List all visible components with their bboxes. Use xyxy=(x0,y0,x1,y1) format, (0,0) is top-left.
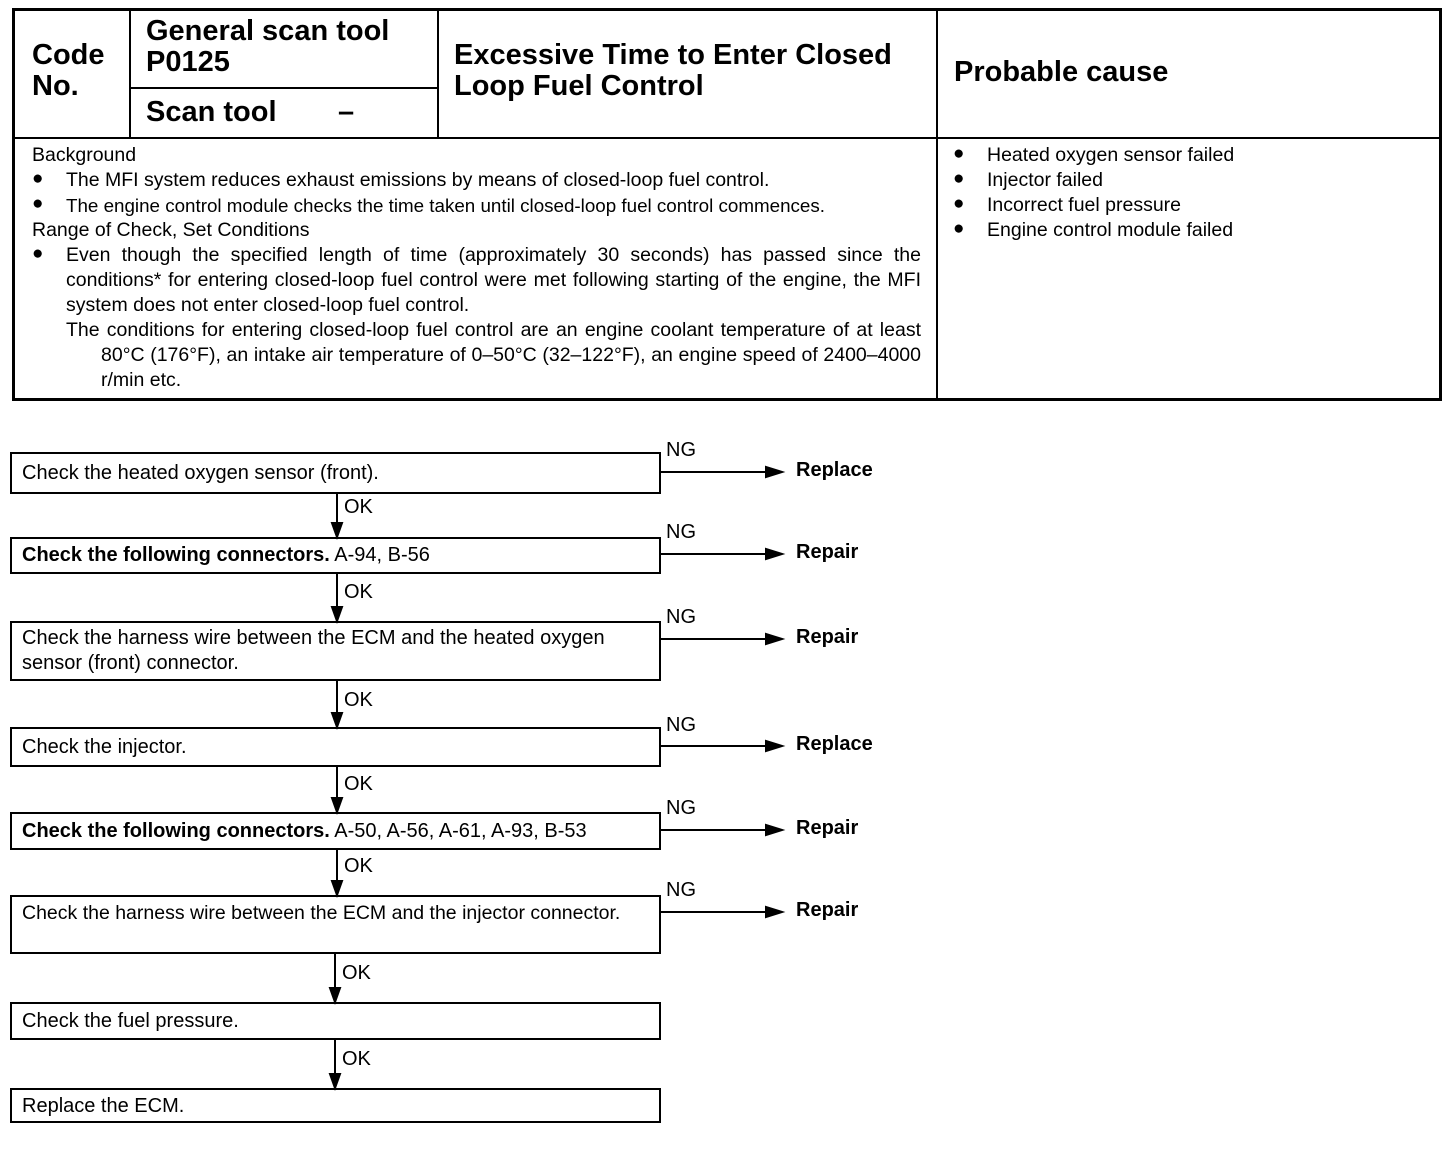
background-item: The MFI system reduces exhaust emissions by means of closed-loop fuel control. xyxy=(66,169,770,191)
general-scan-tool-code: General scan tool P0125 xyxy=(146,15,390,78)
range-item: Even though the specified length of time (approximately 30 seconds) has passed since the conditions* for entering closed-loop fuel control were met following starting of the engine, the MFI system does not enter closed-loop fuel control. xyxy=(66,244,921,316)
conditions-note: The conditions for entering closed-loop fuel control are an engine coolant temperature of at least 80°C (176°F), an intake air temperature of 0–50°C (32–122°F), an engine speed of 2400–4000 r/min etc. xyxy=(66,319,921,391)
ng-result: Replace xyxy=(796,733,873,755)
bullet-icon: ● xyxy=(953,218,965,239)
ng-arrow-head xyxy=(766,549,782,559)
code-label: Code No. xyxy=(32,39,105,102)
ok-arrow-head xyxy=(332,607,342,621)
scan-tool-value: – xyxy=(338,96,355,128)
step-bold-text: Check the following connectors. xyxy=(22,544,330,566)
flow-step xyxy=(10,812,661,850)
ok-arrow-head xyxy=(332,523,342,537)
ok-label: OK xyxy=(344,581,373,603)
step-text: A-94, B-56 xyxy=(329,544,430,566)
cause-item: Injector failed xyxy=(987,169,1103,191)
ok-label: OK xyxy=(344,773,373,795)
ng-result: Replace xyxy=(796,459,873,481)
cause-item: Incorrect fuel pressure xyxy=(987,194,1182,216)
ok-arrow-head xyxy=(332,881,342,895)
ng-arrow-head xyxy=(766,825,782,835)
ng-arrow-head xyxy=(766,634,782,644)
cause-item: Heated oxygen sensor failed xyxy=(987,144,1235,166)
ok-label: OK xyxy=(342,962,371,984)
flow-step xyxy=(10,621,661,681)
scan-tool-label: Scan tool xyxy=(146,96,277,128)
bullet-icon: ● xyxy=(32,243,44,264)
flow-step xyxy=(10,537,661,574)
ng-arrow-head xyxy=(766,467,782,477)
ok-arrow-head xyxy=(332,713,342,727)
ng-label: NG xyxy=(666,797,696,819)
bullet-icon: ● xyxy=(32,168,44,189)
flow-step xyxy=(10,1002,661,1040)
ng-arrow-head xyxy=(766,741,782,751)
step-bold-text: Check the following connectors. xyxy=(22,820,330,842)
cause-item: Engine control module failed xyxy=(987,219,1234,241)
ng-result: Repair xyxy=(796,899,859,921)
bullet-icon: ● xyxy=(953,143,965,164)
ng-result: Repair xyxy=(796,626,859,648)
step-text: Replace the ECM. xyxy=(22,1095,185,1117)
flow-step xyxy=(10,727,661,767)
flow-step xyxy=(10,895,661,954)
bullet-icon: ● xyxy=(953,193,965,214)
ng-label: NG xyxy=(666,879,696,901)
step-text: Check the injector. xyxy=(22,736,187,758)
step-text: Check the harness wire between the ECM and the heated oxygen sensor (front) connector. xyxy=(22,627,605,674)
flow-step xyxy=(10,1088,661,1123)
ng-label: NG xyxy=(666,714,696,736)
bullet-icon: ● xyxy=(32,193,44,214)
ng-label: NG xyxy=(666,439,696,461)
dtc-title: Excessive Time to Enter Closed Loop Fuel Control xyxy=(454,39,892,102)
background-heading: Background xyxy=(32,144,137,166)
probable-cause-heading: Probable cause xyxy=(954,56,1169,88)
ng-label: NG xyxy=(666,521,696,543)
ok-arrow-head xyxy=(330,988,340,1002)
ok-arrow-head xyxy=(330,1074,340,1088)
range-heading: Range of Check, Set Conditions xyxy=(32,219,310,241)
bullet-icon: ● xyxy=(953,168,965,189)
step-text: Check the harness wire between the ECM and the injector connector. xyxy=(22,902,621,924)
ok-label: OK xyxy=(342,1048,371,1070)
ng-result: Repair xyxy=(796,541,859,563)
ng-arrow-head xyxy=(766,907,782,917)
ok-arrow-head xyxy=(332,798,342,812)
ok-label: OK xyxy=(344,855,373,877)
step-text: Check the heated oxygen sensor (front). xyxy=(22,462,379,484)
ng-result: Repair xyxy=(796,817,859,839)
background-item: The engine control module checks the time taken until closed-loop fuel control commences. xyxy=(66,195,825,216)
ok-label: OK xyxy=(344,496,373,518)
ng-label: NG xyxy=(666,606,696,628)
ok-label: OK xyxy=(344,689,373,711)
step-text: Check the fuel pressure. xyxy=(22,1010,239,1032)
step-text: A-50, A-56, A-61, A-93, B-53 xyxy=(329,820,587,842)
flow-step xyxy=(10,452,661,494)
